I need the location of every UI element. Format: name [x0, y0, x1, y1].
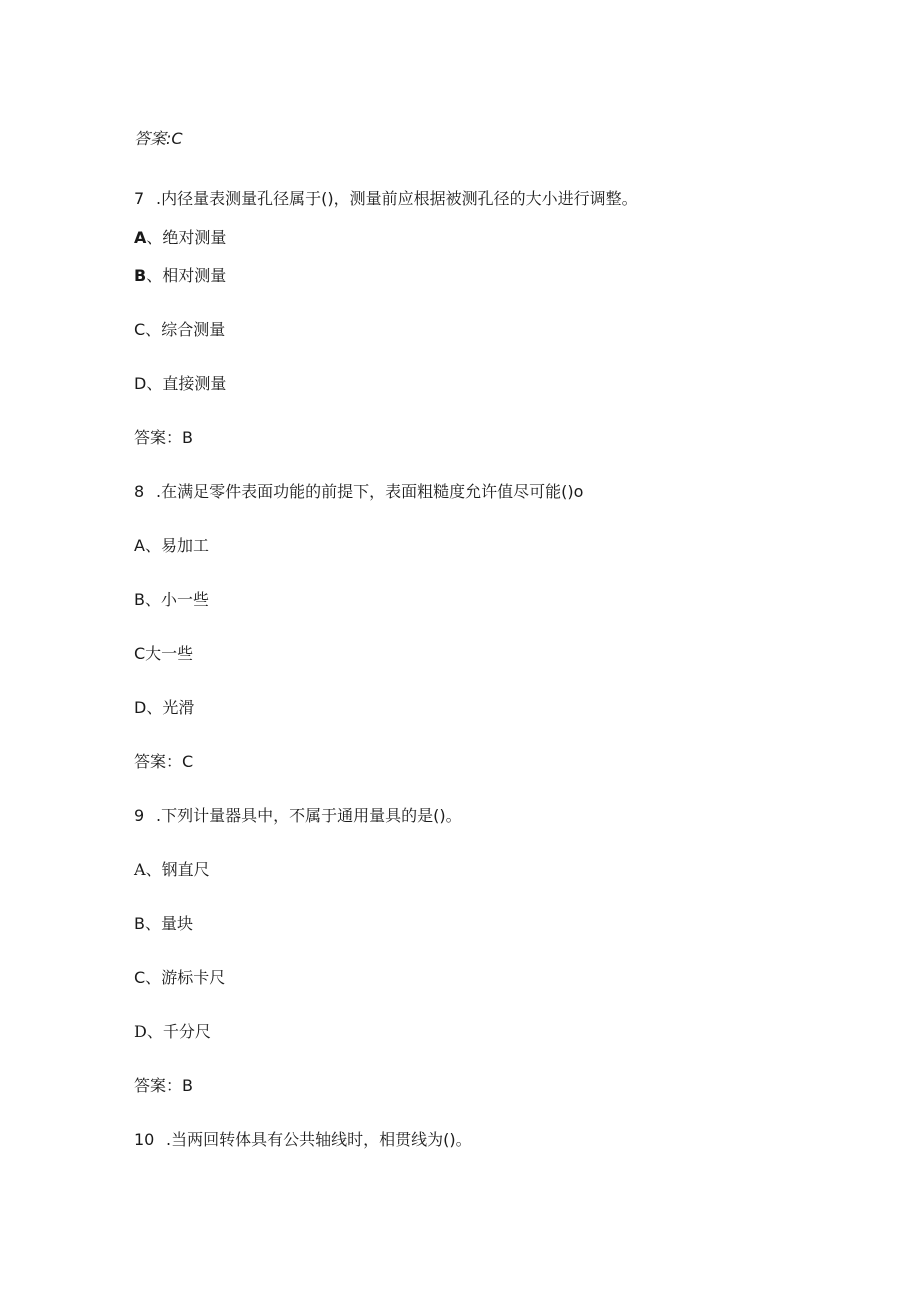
question-number: 8: [134, 482, 145, 501]
option-separator: 、: [145, 320, 162, 339]
option-letter: A: [134, 536, 145, 555]
option-separator: 、: [144, 590, 161, 609]
option-separator: 、: [146, 1022, 163, 1041]
option-separator: 、: [146, 698, 163, 717]
option-c: [134, 320, 225, 340]
question-number: 7: [134, 189, 145, 208]
option-text: 光滑: [162, 698, 195, 717]
option-text: 相对测量: [162, 266, 227, 285]
option-text: 易加工: [160, 536, 209, 555]
option-d: [134, 374, 226, 394]
option-separator: 、: [146, 374, 163, 393]
option-letter: B: [134, 266, 147, 285]
option-letter: C: [134, 968, 146, 987]
answer-line: 答案：B: [134, 1076, 193, 1095]
question-8: [134, 482, 583, 502]
option-c: [134, 968, 225, 988]
option-c: [134, 644, 193, 664]
option-text: 游标卡尺: [161, 968, 226, 987]
question-10: [134, 1130, 472, 1150]
option-text: 量块: [161, 914, 194, 933]
question-text: .内径量表测量孔径属于()，测量前应根据被测孔径的大小进行调整。: [156, 189, 638, 208]
option-letter: A: [134, 860, 146, 879]
option-letter: B: [134, 914, 145, 933]
option-text: 绝对测量: [162, 228, 227, 247]
option-b: [134, 914, 193, 934]
option-separator: 、: [146, 228, 163, 247]
option-letter: C: [134, 644, 146, 663]
option-text: 直接测量: [162, 374, 227, 393]
option-a: [134, 860, 210, 880]
option-separator: 、: [146, 266, 163, 285]
option-b: [134, 266, 226, 286]
question-7: [134, 189, 638, 209]
option-separator: 、: [144, 536, 161, 555]
option-text: 大一些: [145, 644, 194, 663]
answer-line: 答案:C: [134, 129, 183, 148]
option-letter: D: [134, 698, 147, 717]
option-text: 小一些: [161, 590, 210, 609]
option-d: [134, 698, 194, 718]
answer-line: 答案：C: [134, 752, 194, 771]
option-separator: 、: [145, 860, 162, 879]
answer-line: 答案：B: [134, 428, 193, 447]
question-number: 10: [134, 1130, 155, 1149]
option-text: 钢直尺: [161, 860, 210, 879]
option-letter: D: [134, 1022, 147, 1041]
option-b: [134, 590, 209, 610]
option-d: [134, 1022, 211, 1042]
question-9: [134, 806, 462, 826]
option-letter: D: [134, 374, 147, 393]
option-letter: C: [134, 320, 146, 339]
option-letter: B: [134, 590, 145, 609]
option-separator: 、: [145, 968, 162, 987]
question-text: .当两回转体具有公共轴线时，相贯线为()。: [166, 1130, 472, 1149]
question-number: 9: [134, 806, 145, 825]
option-a: [134, 536, 209, 556]
option-a: [134, 228, 226, 248]
option-separator: 、: [144, 914, 161, 933]
option-text: 综合测量: [161, 320, 226, 339]
question-text: .下列计量器具中，不属于通用量具的是()。: [156, 806, 462, 825]
question-text: .在满足零件表面功能的前提下，表面粗糙度允许值尽可能()o: [156, 482, 584, 501]
option-letter: A: [134, 228, 147, 247]
option-text: 千分尺: [162, 1022, 211, 1041]
